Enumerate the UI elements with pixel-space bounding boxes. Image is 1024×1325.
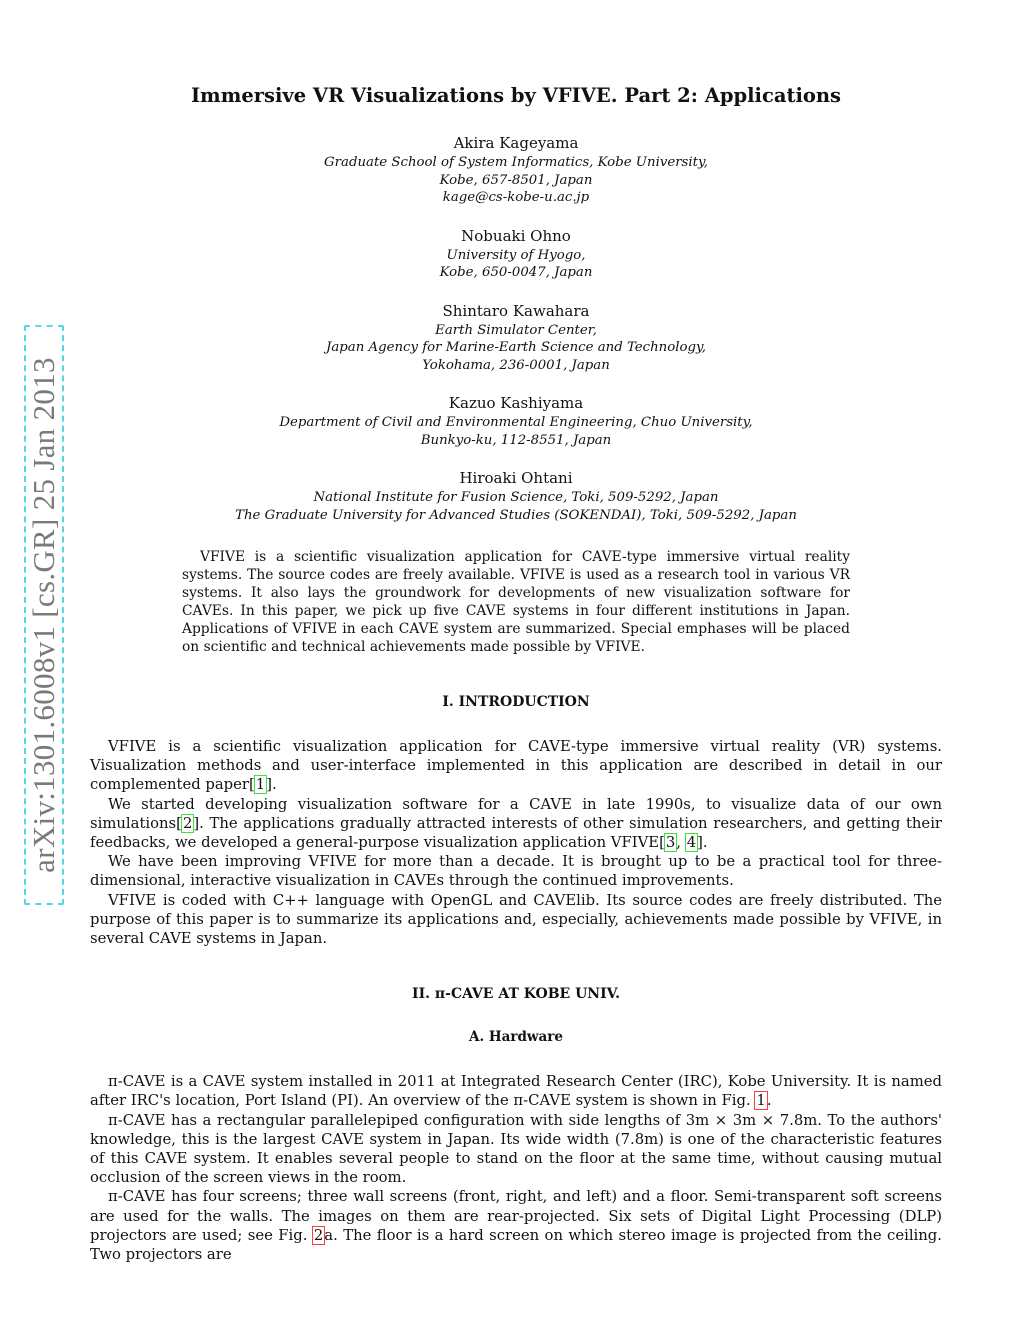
author-name: Nobuaki Ohno — [461, 226, 571, 245]
citation-bracket: ] — [193, 814, 200, 832]
abstract: VFIVE is a scientific visualization application for CAVE-type immersive virtual reality systems. The source codes are freely available. VFIVE is used as a research tool in various VR systems. It also lays the groundwork for developments of new visualization software for CAVEs. In this paper, we pick up five CAVE systems in four different institutions in Japan. Applications of VFIVE in each CAVE system are summarized. Special emphases will be placed on scientific and technical achievements made possible by VFIVE. — [182, 549, 850, 655]
arxiv-identifier: arXiv:1301.6008v1 [cs.GR] 25 Jan 2013 — [26, 357, 61, 873]
paragraph-text: π-CAVE is a CAVE system installed in 2011 at Integrated Research Center (IRC), Kobe University. It is named after IRC's location, Port Island (PI). An overview of the π-CAVE system is shown in Fig. — [90, 1073, 942, 1110]
author-affiliation: Earth Simulator Center, — [435, 322, 597, 338]
citation-link[interactable]: 1 — [255, 776, 266, 794]
section-heading-introduction: I. INTRODUCTION — [442, 694, 590, 710]
paper-title: Immersive VR Visualizations by VFIVE. Part 2: Applications — [190, 84, 842, 107]
section-heading-pi-cave: II. π-CAVE AT KOBE UNIV. — [412, 986, 620, 1003]
author-name: Shintaro Kawahara — [442, 301, 590, 320]
author-affiliation: Department of Civil and Environmental Engineering, Chuo University, — [279, 415, 753, 430]
author-block — [90, 393, 942, 449]
author-block — [90, 226, 942, 282]
citation-link[interactable]: 3 — [665, 834, 676, 852]
citation-bracket: [ — [176, 814, 182, 832]
paragraph-text: We started developing visualization software for a CAVE in late 1990s, to visualize data of our own simulations — [90, 795, 942, 832]
intro-paragraph-1 — [90, 737, 942, 795]
paragraph-text: VFIVE is a scientific visualization application for CAVE-type immersive virtual reality (VR) systems. Visualization methods and user-interface implemented in this application are described in detail in our complemented paper — [90, 738, 942, 794]
author-email: kage@cs-kobe-u.ac.jp — [442, 190, 590, 205]
author-affiliation: Kobe, 650-0047, Japan — [439, 265, 593, 280]
author-affiliation: National Institute for Fusion Science, Toki, 509-5292, Japan — [313, 490, 719, 505]
paragraph-text: π-CAVE has four screens; three wall screens (front, right, and left) and a floor. Semi-transparent soft screens are used for the walls. The images on them are rear-projected. Six sets of Digital Light Processing (DLP) projectors are used; see Fig. — [90, 1188, 942, 1244]
author-block — [90, 133, 942, 207]
author-affiliation: The Graduate University for Advanced Studies (SOKENDAI), Toki, 509-5292, Japan — [235, 507, 797, 523]
citation-bracket: [ — [248, 776, 255, 794]
author-affiliation: University of Hyogo, — [446, 247, 586, 263]
hardware-paragraph-2: π-CAVE has a rectangular parallelepiped configuration with side lengths of 3m × 3m × 7.8m. To the authors' knowledge, this is the largest CAVE system in Japan. Its wide width (7.8m) is one of the characteristic features of this CAVE system. It enables several people to stand on the floor at the same time, without causing mutual occlusion of the screen views in the room. — [90, 1111, 942, 1187]
hardware-paragraph-1 — [90, 1072, 942, 1110]
citation-bracket: ] — [697, 834, 703, 852]
author-affiliation: Japan Agency for Marine-Earth Science and Technology, — [326, 340, 706, 355]
author-affiliation: Bunkyo-ku, 112-8551, Japan — [420, 432, 612, 448]
author-name: Hiroaki Ohtani — [459, 469, 573, 487]
paragraph-text: . The applications gradually attracted interests of other simulation researchers, and getting their feedbacks, we developed a general-purpose visualization application VFIVE — [90, 814, 942, 852]
citation-bracket: ] — [266, 776, 272, 794]
intro-paragraph-4: VFIVE is coded with C++ language with OpenGL and CAVElib. Its source codes are freely distributed. The purpose of this paper is to summarize its applications and, especially, achievements made possible by VFIVE, in several CAVE systems in Japan. — [90, 891, 942, 948]
subsection-heading-hardware: A. Hardware — [469, 1029, 563, 1046]
citation-link[interactable]: 2 — [182, 814, 193, 832]
citation-separator: , — [676, 834, 686, 852]
citation-link[interactable]: 4 — [686, 834, 697, 852]
figure-link[interactable]: 2 — [313, 1226, 324, 1244]
paragraph-text: a. The floor is a hard screen on which stereo image is projected from the ceiling. Two projectors are — [90, 1226, 942, 1264]
figure-link[interactable]: 1 — [756, 1092, 766, 1110]
arxiv-stamp — [24, 325, 64, 905]
author-block — [90, 301, 942, 375]
intro-paragraph-2 — [90, 795, 942, 853]
author-name: Kazuo Kashiyama — [448, 394, 584, 412]
citation-bracket: [ — [659, 834, 665, 852]
hardware-paragraph-3 — [90, 1187, 942, 1264]
author-affiliation: Graduate School of System Informatics, Kobe University, — [324, 155, 708, 170]
paper-page — [90, 84, 942, 1264]
intro-paragraph-3: We have been improving VFIVE for more than a decade. It is brought up to be a practical tool for three-dimensional, interactive visualization in CAVEs through the continued improvements. — [90, 853, 942, 890]
paragraph-text: . — [702, 834, 708, 852]
author-affiliation: Yokohama, 236-0001, Japan — [422, 357, 610, 373]
author-block — [90, 468, 942, 524]
paragraph-text: . — [766, 1092, 772, 1110]
paragraph-text: . — [271, 776, 277, 794]
author-name: Akira Kageyama — [453, 134, 579, 152]
author-affiliation: Kobe, 657-8501, Japan — [439, 172, 593, 188]
